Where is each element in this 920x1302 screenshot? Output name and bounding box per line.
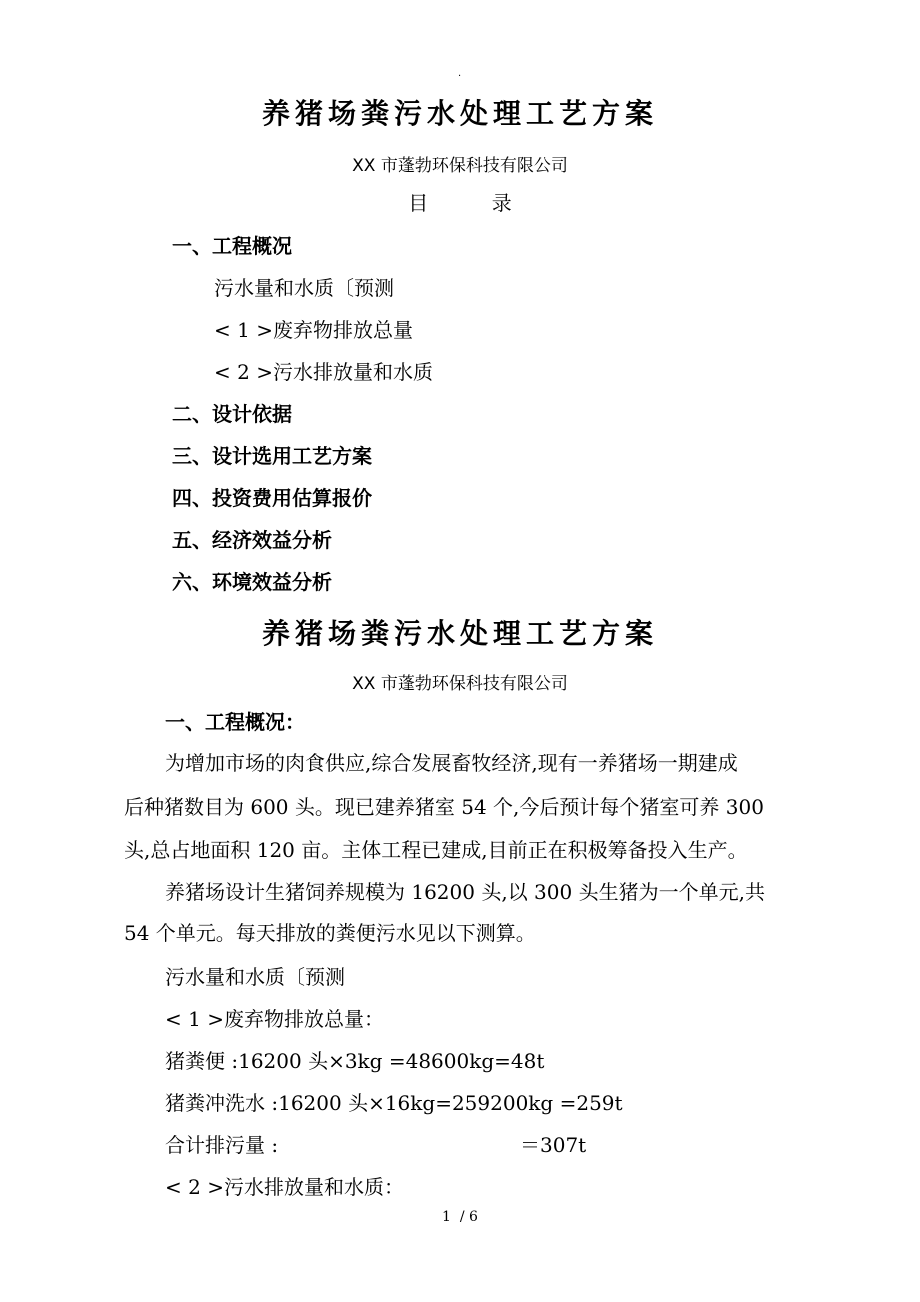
toc-item-5: 二、设计依据: [172, 402, 292, 426]
toc-item-3: < 1 >废弃物排放总量: [214, 318, 413, 342]
para1-line1: 为增加市场的肉食供应,综合发展畜牧经济,现有一养猪场一期建成: [165, 751, 738, 775]
calc-line-2: 猪粪冲洗水 :16200 头×16kg=259200kg =259t: [165, 1091, 623, 1115]
toc-item-6: 三、设计选用工艺方案: [172, 444, 372, 468]
sub-heading: 污水量和水质〔预测: [165, 965, 345, 989]
toc-item-7: 四、投资费用估算报价: [172, 486, 372, 510]
para2-line1: 养猪场设计生猪饲养规模为 16200 头,以 300 头生猪为一个单元,共: [165, 880, 765, 904]
para1-line3: 头,总占地面积 120 亩。主体工程已建成,目前正在积极筹备投入生产。: [124, 838, 748, 862]
item2-heading: < 2 >污水排放量和水质：: [165, 1175, 404, 1199]
calc-line-3-label: 合计排污量 :: [165, 1133, 279, 1157]
main-title: 养猪场粪污水处理工艺方案: [261, 617, 658, 650]
section1-heading: 一、工程概况：: [165, 710, 305, 734]
para1-line2: 后种猪数目为 600 头。现已建养猪室 54 个,今后预计每个猪室可养 300: [124, 795, 764, 819]
toc-heading: 目 录: [408, 191, 512, 215]
toc-item-2: 污水量和水质〔预测: [214, 276, 394, 300]
cover-company: XX 市蓬勃环保科技有限公司: [352, 156, 568, 176]
main-company: XX 市蓬勃环保科技有限公司: [352, 674, 568, 694]
header-mark: .: [458, 68, 462, 79]
toc-item-1: 一、工程概况: [172, 234, 292, 258]
para2-line2: 54 个单元。每天排放的粪便污水见以下测算。: [124, 921, 536, 945]
toc-item-9: 六、环境效益分析: [172, 570, 332, 594]
page-number: 1 / 6: [442, 1209, 478, 1225]
toc-item-8: 五、经济效益分析: [172, 528, 332, 552]
cover-title: 养猪场粪污水处理工艺方案: [261, 97, 658, 130]
calc-line-1: 猪粪便 :16200 头×3kg =48600kg=48t: [165, 1049, 545, 1073]
calc-line-3-value: ＝307t: [520, 1133, 587, 1157]
item1-heading: < 1 >废弃物排放总量：: [165, 1007, 384, 1031]
toc-item-4: < 2 >污水排放量和水质: [214, 360, 433, 384]
